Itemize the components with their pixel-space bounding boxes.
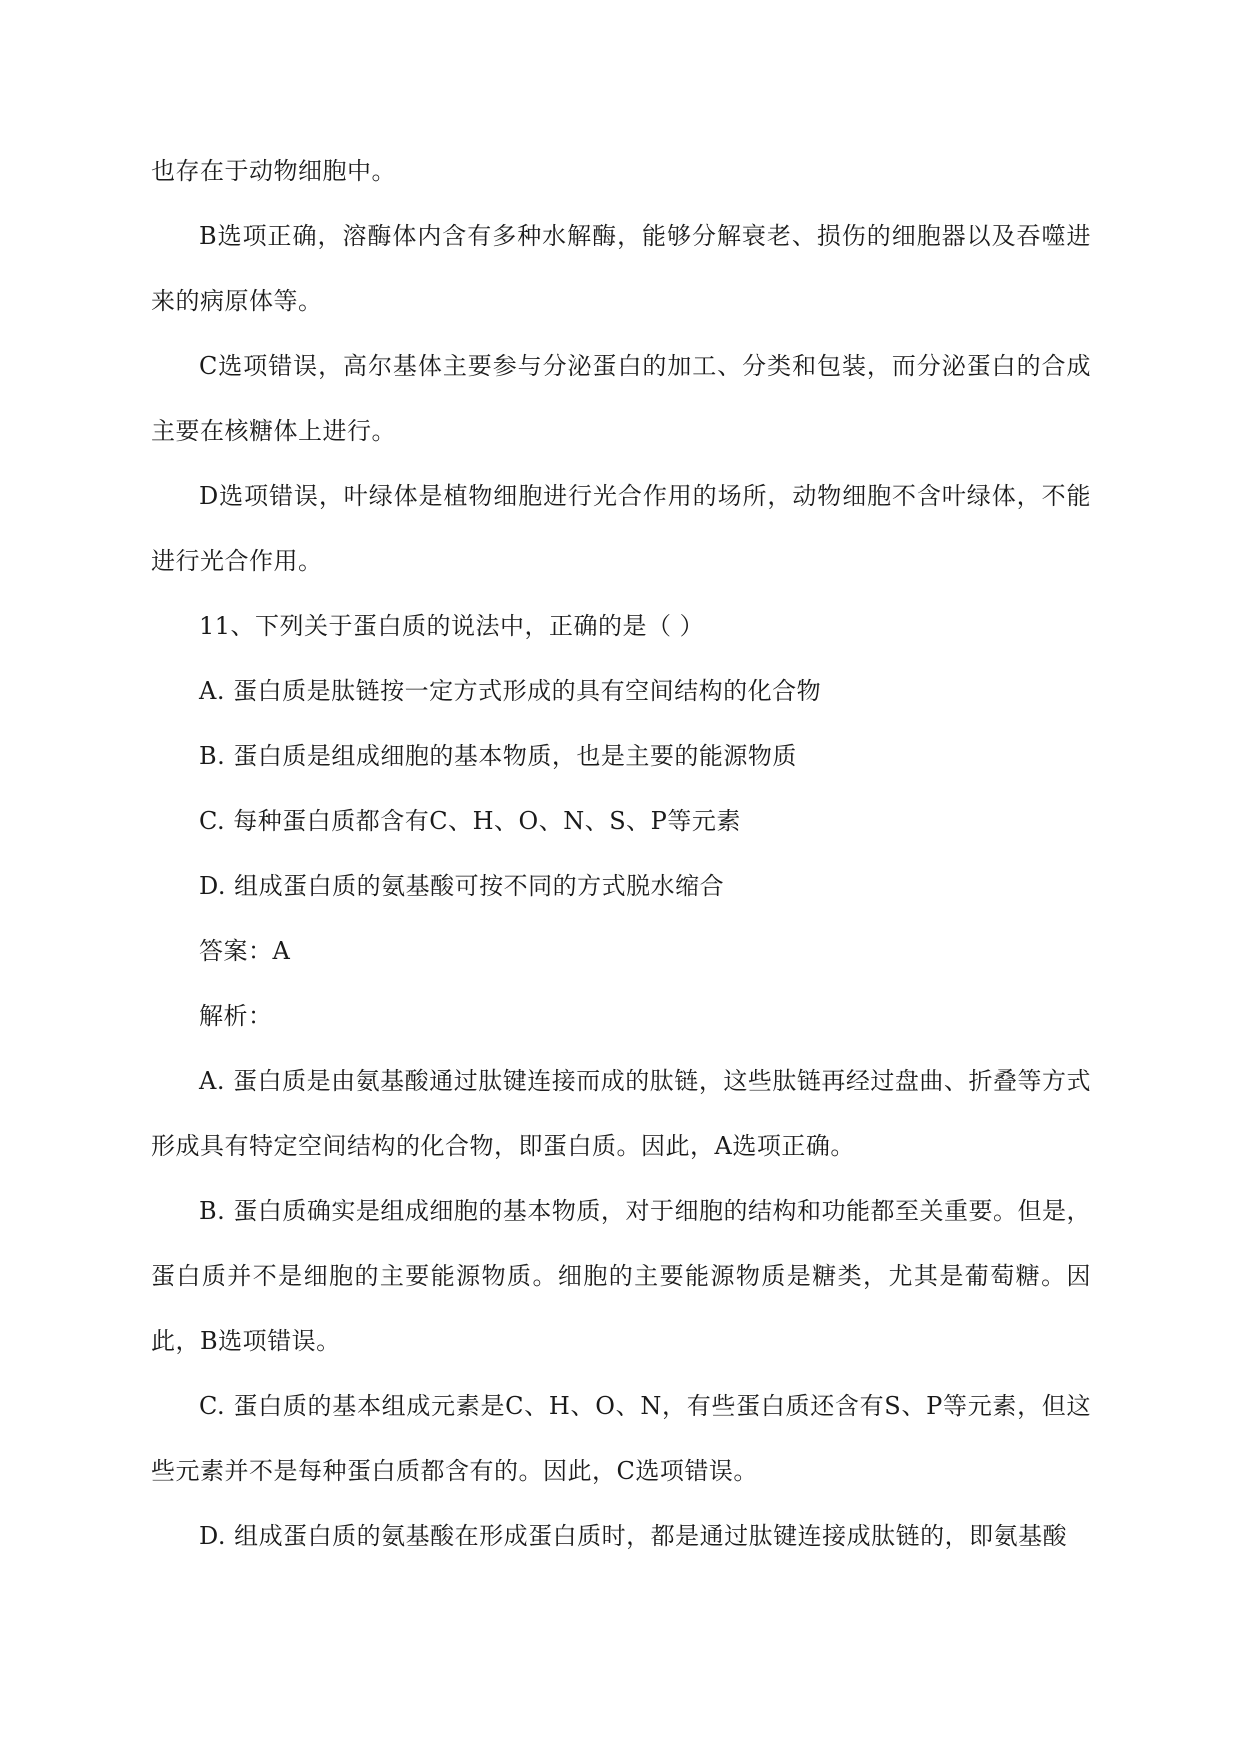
question-option-d: D. 组成蛋白质的氨基酸可按不同的方式脱水缩合 — [199, 872, 725, 900]
paragraph-option-d-explanation: D选项错误，叶绿体是植物细胞进行光合作用的场所，动物细胞不含叶绿体，不能进行光合作用。 — [151, 482, 1091, 575]
question-option-a: A. 蛋白质是肽链按一定方式形成的具有空间结构的化合物 — [199, 677, 822, 705]
answer-line: 答案：A — [199, 937, 291, 965]
paragraph-continuation: 也存在于动物细胞中。 — [151, 157, 396, 185]
analysis-heading: 解析： — [199, 1002, 273, 1030]
analysis-c: C. 蛋白质的基本组成元素是C、H、O、N，有些蛋白质还含有S、P等元素，但这些元素并不是每种蛋白质都含有的。因此，C选项错误。 — [151, 1392, 1091, 1485]
analysis-a: A. 蛋白质是由氨基酸通过肽键连接而成的肽链，这些肽链再经过盘曲、折叠等方式形成具有特定空间结构的化合物，即蛋白质。因此，A选项正确。 — [151, 1067, 1091, 1160]
analysis-b: B. 蛋白质确实是组成细胞的基本物质，对于细胞的结构和功能都至关重要。但是，蛋白质并不是细胞的主要能源物质。细胞的主要能源物质是糖类，尤其是葡萄糖。因此，B选项错误。 — [151, 1197, 1091, 1355]
analysis-d: D. 组成蛋白质的氨基酸在形成蛋白质时，都是通过肽键连接成肽链的，即氨基酸 — [199, 1522, 1068, 1550]
question-option-c: C. 每种蛋白质都含有C、H、O、N、S、P等元素 — [199, 807, 741, 835]
paragraph-option-c-explanation: C选项错误，高尔基体主要参与分泌蛋白的加工、分类和包装，而分泌蛋白的合成主要在核糖体上进行。 — [151, 352, 1091, 445]
document-body — [151, 139, 1091, 1569]
question-option-b: B. 蛋白质是组成细胞的基本物质，也是主要的能源物质 — [199, 742, 797, 770]
question-11: 11、下列关于蛋白质的说法中，正确的是（ ） — [199, 612, 705, 640]
paragraph-option-b-explanation: B选项正确，溶酶体内含有多种水解酶，能够分解衰老、损伤的细胞器以及吞噬进来的病原体等。 — [151, 222, 1091, 315]
